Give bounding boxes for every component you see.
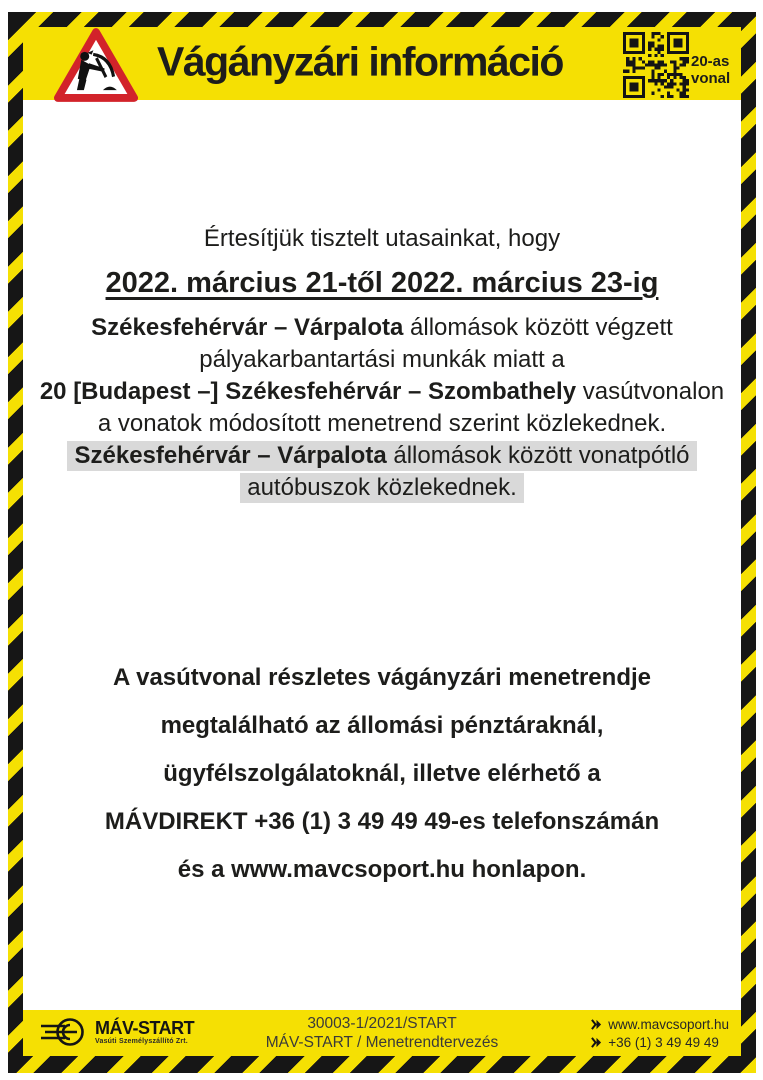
phone-row	[591, 1033, 729, 1051]
route-segment: Székesfehérvár – Várpalota	[91, 314, 404, 341]
info-paragraph	[23, 654, 741, 894]
phone-number: +36 (1) 3 49 49 49	[608, 1034, 719, 1050]
highlighted-line	[67, 441, 696, 471]
notice-text: állomások között végzett	[403, 314, 673, 341]
qr-code	[623, 32, 689, 98]
notice-text: vasútvonalon	[576, 378, 725, 405]
logo-subtitle: Vasúti Személyszállító Zrt.	[95, 1038, 188, 1045]
website-link: www.mavcsoport.hu	[608, 1016, 729, 1032]
notice-text: pályakarbantartási munkák miatt a	[199, 346, 565, 373]
line-badge	[691, 53, 743, 87]
highlighted-line: autóbuszok közlekednek.	[240, 473, 524, 503]
header-band	[23, 27, 741, 100]
arrow-bullet-icon	[591, 1019, 602, 1030]
footer-band	[23, 1010, 741, 1056]
doc-number: 30003-1/2021/START	[307, 1015, 457, 1032]
page-title: Vágányzári információ	[157, 38, 563, 85]
info-line: és a www.mavcsoport.hu honlapon.	[177, 856, 587, 883]
notice-paragraph	[23, 312, 741, 504]
poster	[23, 27, 741, 1056]
arrow-bullet-icon	[591, 1037, 602, 1048]
date-range: 2022. március 21-től 2022. március 23-ig	[105, 267, 659, 299]
roadworks-warning-triangle-icon	[51, 26, 141, 104]
intro-line: Értesítjük tisztelt utasainkat, hogy	[203, 225, 561, 252]
info-line: ügyfélszolgálatoknál, illetve elérhető a	[163, 760, 601, 787]
website-row	[591, 1015, 729, 1033]
info-line: megtalálható az állomási pénztáraknál,	[160, 712, 604, 739]
line-badge-number: 20-as	[691, 53, 730, 70]
logo-name: MÁV-START	[95, 1018, 195, 1038]
info-line: A vasútvonal részletes vágányzári menetrendje	[112, 664, 651, 691]
hazard-stripe-frame	[8, 12, 756, 1073]
notice-text: állomások között vonatpótló	[386, 442, 690, 469]
notice-body	[23, 100, 741, 1010]
route-segment: Székesfehérvár – Várpalota	[74, 442, 387, 469]
notice-text: a vonatok módosított menetrend szerint közlekednek.	[97, 410, 667, 437]
contact-block	[591, 1015, 729, 1051]
department: MÁV-START / Menetrendtervezés	[265, 1034, 499, 1051]
info-line: MÁVDIREKT +36 (1) 3 49 49 49-es telefonszámán	[104, 808, 660, 835]
line-badge-word: vonal	[691, 70, 731, 87]
railway-line: 20 [Budapest –] Székesfehérvár – Szombathely	[39, 378, 577, 405]
